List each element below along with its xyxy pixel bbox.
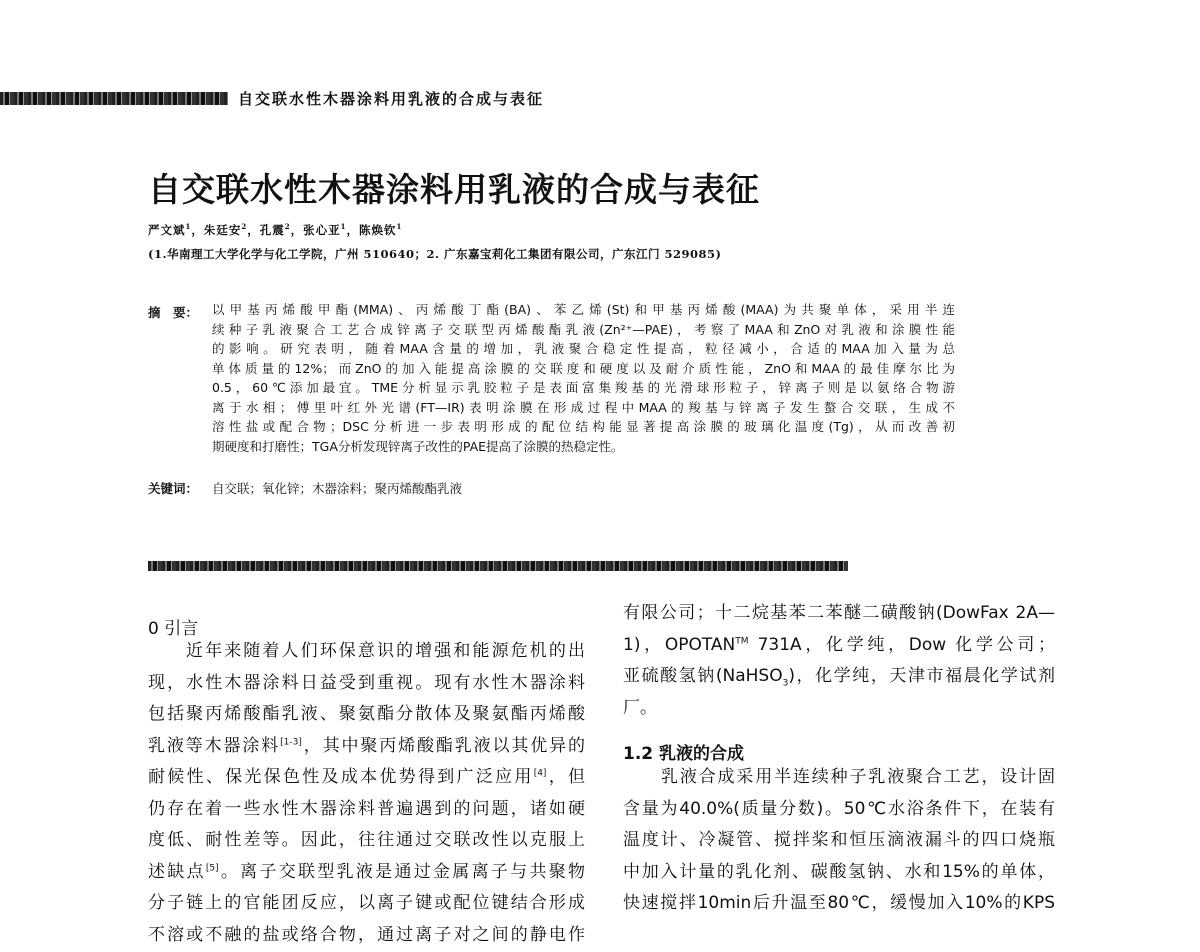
text-line: 温度计、冷凝管、搅拌桨和恒压滴液漏斗的四口烧瓶	[623, 830, 1055, 850]
text-line: 近年来随着人们环保意识的增强和能源危机的出	[186, 641, 585, 661]
text-span: 亚硫酸氢钠(NaHSO	[623, 666, 783, 686]
author-affiliation-mark: 1	[340, 222, 347, 232]
author-affiliation-mark: 2	[284, 222, 291, 232]
superscript: [4]	[533, 768, 547, 779]
abstract	[212, 300, 955, 456]
text-line: 期硬度和打磨性；TGA分析发现锌离子改性的PAE提高了涂膜的热稳定性。	[212, 438, 624, 454]
text-span: 乳液等木器涂料	[148, 735, 281, 756]
text-line: 中加入计量的乳化剂、碳酸氢钠、水和15%的单体，	[623, 861, 1055, 882]
section-divider	[148, 561, 848, 571]
text-line: 包括聚丙烯酸酯乳液、聚氨酯分散体及聚氨酯丙烯酸	[148, 704, 585, 724]
text-line: 溶性盐或配合物；DSC分析进一步表明形成的配位结构能显著提高涂膜的玻璃化温度(Tg)，从而改善初	[212, 419, 955, 434]
superscript: [5]	[205, 862, 219, 873]
text-span: 1)，OPOTAN	[623, 634, 736, 655]
text-line: 离于水相；傅里叶红外光谱(FT—IR)表明涂膜在形成过程中MAA的羧基与锌离子发生螯合交联，生成不	[212, 399, 955, 415]
text-line: 现，水性木器涂料日益受到重视。现有水性木器涂料	[148, 672, 585, 693]
text-line: 度低、耐性差等。因此，往往通过交联改性以克服上	[148, 830, 585, 850]
author-list: 严文斌$^1$，朱廷安$^2$，孔震$^2$，张心亚$^1$，陈焕钦$^1$	[148, 222, 403, 237]
text-line	[148, 731, 585, 763]
keywords: 自交联；氧化锌；木器涂料；聚丙烯酸酯乳液	[212, 481, 463, 496]
section-heading-emulsion-synthesis: 1.2 乳液的合成	[623, 744, 745, 764]
header-decoration-bar	[0, 92, 228, 105]
text-span: 耐候性、保光保色性及成本优势得到广泛应用	[148, 767, 534, 787]
text-line	[148, 857, 585, 889]
author: 严文斌	[148, 223, 186, 237]
running-header-title: 自交联水性木器涂料用乳液的合成与表征	[238, 90, 545, 108]
left-column-body	[148, 636, 585, 951]
text-line: 以甲基丙烯酸甲酯(MMA)、丙烯酸丁酯(BA)、苯乙烯(St)和甲基丙烯酸(MAA)为共聚单体，采用半连	[212, 302, 955, 317]
text-line: 厂。	[623, 697, 657, 718]
author: 张心亚	[303, 223, 341, 237]
text-line	[623, 630, 1055, 662]
text-span: 731A，化学纯，Dow 化学公司；	[748, 634, 1056, 655]
text-line: 有限公司；十二烷基苯二苯醚二磺酸钠(DowFax 2A—	[623, 603, 1055, 623]
right-column-body	[623, 762, 1055, 920]
author: 孔震	[259, 223, 285, 237]
text-line: 分子链上的官能团反应，以离子键或配位键结合形成	[148, 893, 585, 913]
text-line: 含量为40.0%(质量分数)。50℃水浴条件下，在装有	[623, 798, 1055, 819]
right-column-top	[623, 598, 1055, 724]
author-affiliation-mark: 1	[396, 222, 403, 232]
text-line	[623, 661, 1055, 693]
text-line	[148, 762, 585, 794]
text-line: 续种子乳液聚合工艺合成锌离子交联型丙烯酸酯乳液(Zn²⁺—PAE)，考察了MAA和ZnO对乳液和涂膜性能	[212, 321, 955, 337]
text-line: 的影响。研究表明，随着MAA含量的增加，乳液聚合稳定性提高，粒径减小，合适的MAA加入量为总	[212, 341, 955, 356]
text-span: )，化学纯，天津市福晨化学试剂	[788, 666, 1055, 686]
keywords-label: 关键词：	[148, 481, 199, 496]
text-line: 快速搅拌10min后升温至80℃，缓慢加入10%的KPS	[623, 893, 1055, 913]
section-heading-introduction: 0 引言	[148, 619, 199, 639]
text-line: 0.5，60℃添加最宜。TME分析显示乳胶粒子是表面富集羧基的光滑球形粒子，锌离子则是以氨络合物游	[212, 380, 955, 395]
text-line: 不溶或不融的盐或络合物，通过离子对之间的静电作	[148, 924, 585, 945]
affiliation: (1.华南理工大学化学与化工学院，广州 510640；2. 广东嘉宝莉化工集团有限公司，广东江门 529085)	[148, 247, 722, 261]
text-span: ，其中聚丙烯酸酯乳液以其优异的	[301, 735, 586, 756]
author-affiliation-mark: 2	[241, 222, 248, 232]
abstract-label: 摘 要：	[148, 305, 199, 320]
author: 朱廷安	[203, 223, 242, 237]
superscript: [1-3]	[280, 736, 302, 747]
text-span: ，但	[546, 767, 586, 787]
author-affiliation-mark: 1	[185, 222, 192, 232]
author: 陈焕钦	[359, 223, 397, 237]
text-span: 述缺点	[148, 861, 206, 882]
text-span: 。离子交联型乳液是通过金属离子与共聚物	[218, 861, 586, 882]
text-line: 单体质量的12%；而ZnO的加入能提高涂膜的交联度和硬度以及耐介质性能，ZnO和MAA的最佳摩尔比为	[212, 360, 955, 376]
superscript: TM	[735, 635, 749, 646]
article-title: 自交联水性木器涂料用乳液的合成与表征	[148, 170, 760, 209]
text-line: 仍存在着一些水性木器涂料普遍遇到的问题，诸如硬	[148, 798, 585, 819]
text-line: 乳液合成采用半连续种子乳液聚合工艺，设计固	[661, 767, 1055, 787]
superscript: 3	[782, 678, 789, 689]
